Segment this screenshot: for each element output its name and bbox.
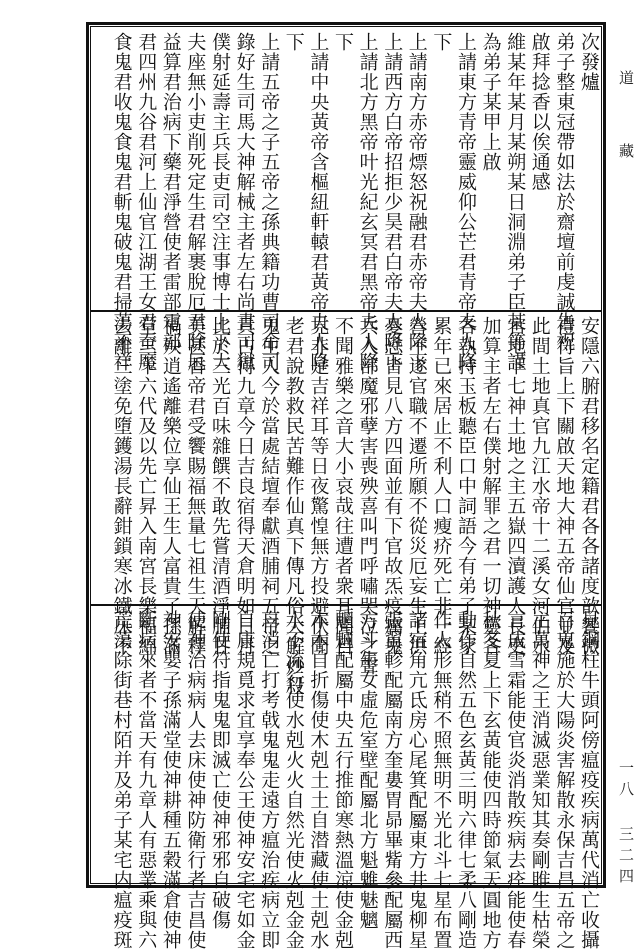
text-column-bottom: 言成雪霜能使官炎消散疾病去痊能使春 xyxy=(504,610,527,950)
text-column-middle: 不聞雅樂之音大小哀哉往遭者衆耳聞目 xyxy=(332,316,354,656)
text-column-bottom: 自消亡打考戟鬼鬼走遠方瘟治疾病立即 xyxy=(258,610,281,950)
text-column-bottom: 斷病來者不當天有九章人有惡業乘與六 xyxy=(135,610,158,950)
text-column-bottom: 秋冬夏上下玄黃能使四時節氣天圓地方 xyxy=(479,610,502,950)
text-column-top: 夫座無小吏削死定生君解裹脫厄君除厄 xyxy=(184,32,207,372)
text-column-middle: 美甚香帝君受饗賜福無量七祖生天解釋 xyxy=(184,316,207,656)
text-column-middle: 此間土地真官九江水帝十二溪女河伯水 xyxy=(528,316,551,656)
text-column-top: 上請北方黑帝叶光紀玄冥君黑帝夫人降 xyxy=(356,32,379,372)
text-column-bottom: 作人形無稍不照無明不光北斗七星布置 xyxy=(430,610,453,950)
text-column-middle: 具占得九章今日吉良宿得天倉明如日月 xyxy=(233,316,256,656)
text-column-top: 啟拜捻香以俟通感 xyxy=(528,32,551,192)
text-column-bottom: 方斗牛女虛危室壁配屬北方魁魋魅魑 xyxy=(356,610,379,930)
text-column-middle: 加算主者左右僕射解罪之君一切神靈各 xyxy=(479,316,502,656)
text-column-top: 為弟子某甲上啟 xyxy=(479,32,502,172)
text-column-middle: 堂三十六代及以先亡昇入南宮長樂福綿 xyxy=(135,316,158,656)
text-column-top: 下 xyxy=(282,32,305,52)
text-column-middle: 累年已來居止不利人口瘦疥死亡非一經 xyxy=(430,316,453,656)
text-column-middle: 老君說教救民苦難作仙真下傳凡俗大解炒殺 xyxy=(282,316,305,696)
text-column-middle: 禍殃逍遙離樂位享仙王生人富貴子孫滿 xyxy=(159,316,182,656)
text-column-bottom: 神安嬰子孫滿堂使神耕種五穀滿倉使神 xyxy=(159,610,182,950)
text-column-top: 下 xyxy=(430,32,453,52)
text-column-bottom: 張翼軫配屬南方奎婁胃昴畢觜參配屬西 xyxy=(381,610,404,950)
text-column-top: 下 xyxy=(332,32,354,52)
text-column-bottom: 百鬼施於大陽炎害解散永保吉昌五帝之 xyxy=(553,610,576,950)
text-column-middle: 各執持玉板聽臣口中詞語今有弟子某家 xyxy=(455,316,477,656)
text-column-top: 僕射延壽主兵長吏司空注事博士上下大 xyxy=(209,32,231,372)
text-column-bottom: 水不流行使水剋火火自然光使火剋金金 xyxy=(282,610,305,950)
text-column-top: 維某年某月某朔某日洞淵弟子臣某等謹 xyxy=(504,32,527,372)
text-column-top: 錄好生司馬大神解械主者左右尚書司獄 xyxy=(233,32,256,372)
text-column-top: 上請東方青帝靈威仰公芒君青帝夫人降 xyxy=(455,32,477,372)
text-column-top: 上請南方赤帝熛怒祝融君赤帝夫人降下 xyxy=(405,32,428,372)
margin-label-top: 道 藏 xyxy=(617,70,635,178)
text-column-bottom: 自康規覓求宜享奉公王使神安宅宅如金 xyxy=(233,610,256,950)
text-column-middle: 比於三光百味雜饌不敢先嘗清酒淨脯甘 xyxy=(209,316,231,656)
text-column-middle: 兵入部魔邪孽害喪殃喜叫門呼嘯哭泣之聲 xyxy=(356,316,379,676)
text-column-top: 君四州九谷君河上仙官江湖王女君蚕魔 xyxy=(135,32,158,372)
text-column-bottom: 諸宿角亢氐房心尾箕配屬東方井鬼柳星 xyxy=(405,610,428,950)
text-column-middle: 去離三塗免墮鑊湯長辭鉗鎖寒冰鐵床不 xyxy=(110,316,133,656)
text-column-middle: 安隱六腑君移名定籍君各各諸度歆饗微 xyxy=(578,316,600,656)
text-column-middle: 憂恐皆見八方四面並有下官故炁疫癘鬼 xyxy=(381,316,404,656)
text-column-middle: 營不遂官職不遷所願不從災厄妄生上洪 xyxy=(405,316,428,656)
text-column-top: 上請五帝之子五帝之孫典籍功曹司命司 xyxy=(258,32,281,372)
text-column-bottom: 木木自折傷使木剋土土自潜藏使土剋水 xyxy=(307,610,330,950)
text-column-bottom: 剛使符指鬼鬼即滅亡使神邪邪自破傷 xyxy=(209,610,231,930)
text-column-middle: 鬼生人今於當處結壇奉獻酒脯祠五帝之 xyxy=(258,316,281,656)
text-column-top: 上請中央黃帝含樞紐軒轅君黃帝夫人降 xyxy=(307,32,330,372)
text-column-bottom: 魍魎配屬中央五行推節寒熱溫涼使金剋 xyxy=(332,610,354,950)
text-column-top: 食鬼君收鬼食鬼君斬鬼破鬼君掃蕩不祥 xyxy=(110,32,133,372)
text-column-bottom: 荒蕩除街巷村陌并及弟子某宅内瘟疫斑 xyxy=(110,610,133,950)
text-column-bottom: 動作自然五色玄黃三明六律七柔八剛造 xyxy=(455,610,477,950)
text-column-top: 上請西方白帝招拒少昊君白帝夫人降下 xyxy=(381,32,404,372)
text-column-top: 弟子整東冠帶如法於齋壇前虔誠告祝 xyxy=(553,32,576,352)
text-column-middle: 見非是吉祥耳等日夜驚惶無方投避伏聞 xyxy=(307,316,330,656)
margin-label-bottom: 一八 三二四 xyxy=(617,760,635,889)
text-column-bottom: 見鋼柱牛頭阿傍瘟疫疾病萬代消亡收攝 xyxy=(578,610,600,950)
text-column-top: 次發爐 xyxy=(578,32,600,92)
text-column-bottom: 使神治病病人去床使神防衛行者吉昌使 xyxy=(184,610,207,950)
text-column-bottom: 主萬神之王消滅惡業知其奏剛睢生枯榮 xyxy=(528,610,551,950)
text-column-top: 益算君治病下藥君淨營使者雷部電部 xyxy=(159,32,182,352)
text-column-middle: 官地下七神土地之主五嶽四瀆護人長吏 xyxy=(504,316,527,656)
text-column-middle: 禮符旨上下關啟天地大神五帝仙官並及 xyxy=(553,316,576,656)
